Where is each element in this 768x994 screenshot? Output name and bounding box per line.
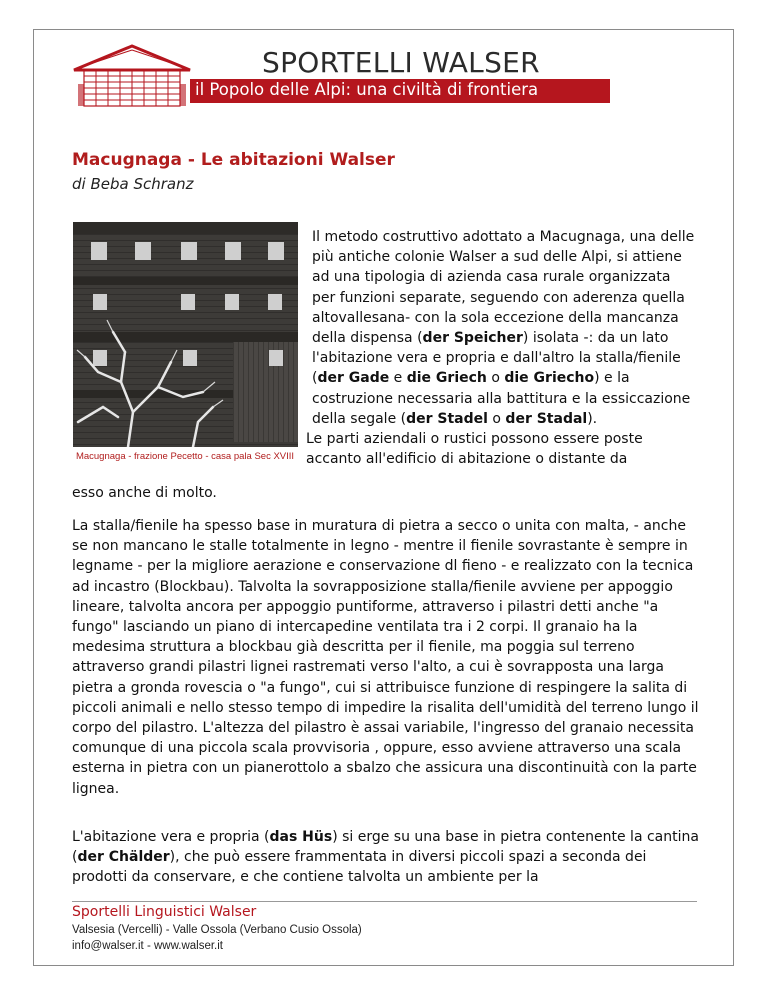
intro-text-run: ) isolata -: da un lato l'abitazione vera e propria e dall'altro la stalla/fienile (	[312, 330, 681, 387]
intro-paragraph	[306, 227, 698, 469]
para2-text-run: ) si erge su una base in pietra contenente la cantina (	[72, 829, 699, 866]
intro-text-run: ).	[587, 410, 598, 427]
intro-text	[312, 229, 694, 427]
brand-subtitle-banner	[190, 79, 610, 103]
intro-term: die Griech	[406, 370, 487, 387]
para2-term: das Hüs	[269, 829, 333, 845]
article-author: di Beba Schranz	[72, 175, 194, 193]
brand-subtitle: il Popolo delle Alpi: una civiltà di frontiera	[195, 80, 539, 99]
intro-continuation: Le parti aziendali o rustici possono essere poste accanto all'edificio di abitazione o distante da	[306, 431, 643, 468]
article-title: Macugnaga - Le abitazioni Walser	[72, 150, 395, 170]
intro-term: die Griecho	[504, 370, 595, 387]
intro-text-run: o	[487, 410, 506, 427]
brand-title: SPORTELLI WALSER	[262, 46, 540, 79]
para2-text-run: L'abitazione vera e propria (	[72, 829, 270, 845]
intro-term: der Speicher	[422, 330, 523, 347]
intro-tail: esso anche di molto.	[72, 485, 217, 501]
footer-address: Valsesia (Vercelli) - Valle Ossola (Verbano Cusio Ossola)	[72, 924, 362, 936]
photo-caption: Macugnaga - frazione Pecetto - casa pala Sec XVIII	[75, 451, 295, 462]
para2-term: der Chälder	[77, 849, 170, 866]
intro-term: der Stadal	[505, 410, 588, 427]
paragraph-abitazione	[72, 827, 700, 888]
intro-text-run: e	[389, 370, 407, 387]
paragraph-stalla-fienile: La stalla/fienile ha spesso base in muratura di pietra a secco o unita con malta, - anche se non mancano le stalle totalmente in legno - mentre il fienile sovrastante è sempre in legname - per la migliore aerazione e conservazione dl fieno - e realizzato con la tecnica ad incastro (Blockbau). Talvolta la sovrapposizione stalla/fienile avviene per appoggio lineare, talvolta ancora per appoggio puntiforme, attraverso i pilastri detti anche "a fungo" lasciando un piano di intercapedine ventilata tra i 2 corpi. Il granaio ha la medesima struttura a blockbau già descritta per il fienile, ma poggia sul terreno attraverso grandi pilastri lignei rastremati verso l'alto, a cui è sovrapposta una larga pietra a gronda rovescia o "a fungo", cui si attribuisce funzione di respingere la salita di piccoli animali e nello stesso tempo di impedire la risalita dell'umidità del terreno lungo il corpo del pilastro. L'altezza del pilastro è assai variabile, l'ingresso del granaio necessita comunque di una piccola scala provvisoria , oppure, esso avviene attraverso una scala esterna in pietra con un pianerottolo a sbalzo che assicura una discontinuità con la parte lignea.	[72, 518, 699, 797]
intro-term: der Stadel	[406, 410, 488, 427]
intro-term: der Gade	[317, 370, 390, 387]
footer-divider	[72, 901, 697, 902]
para2-text-run: ), che può essere frammentata in diversi piccoli spazi a seconda dei prodotti da conservare, e che contiene talvolta un ambiente per la	[72, 849, 647, 886]
walser-house-logo	[70, 44, 194, 108]
intro-text-run: Il metodo costruttivo adottato a Macugnaga, una delle più antiche colonie Walser a sud delle Alpi, si attiene ad una tipologia di azienda casa rurale organizzata per funzioni separate, seguendo con aderenza quella altovallesana- con la sola eccezione della mancanza della dispensa (	[312, 229, 695, 347]
intro-text-run: o	[486, 370, 505, 387]
footer-org: Sportelli Linguistici Walser	[72, 904, 257, 920]
footer-address-block	[72, 923, 362, 954]
intro-text-run: ) e la costruzione necessaria alla battitura e la essiccazione della segale (	[312, 370, 691, 427]
footer-contact: info@walser.it - www.walser.it	[72, 939, 223, 952]
walser-house-photo	[73, 222, 298, 447]
